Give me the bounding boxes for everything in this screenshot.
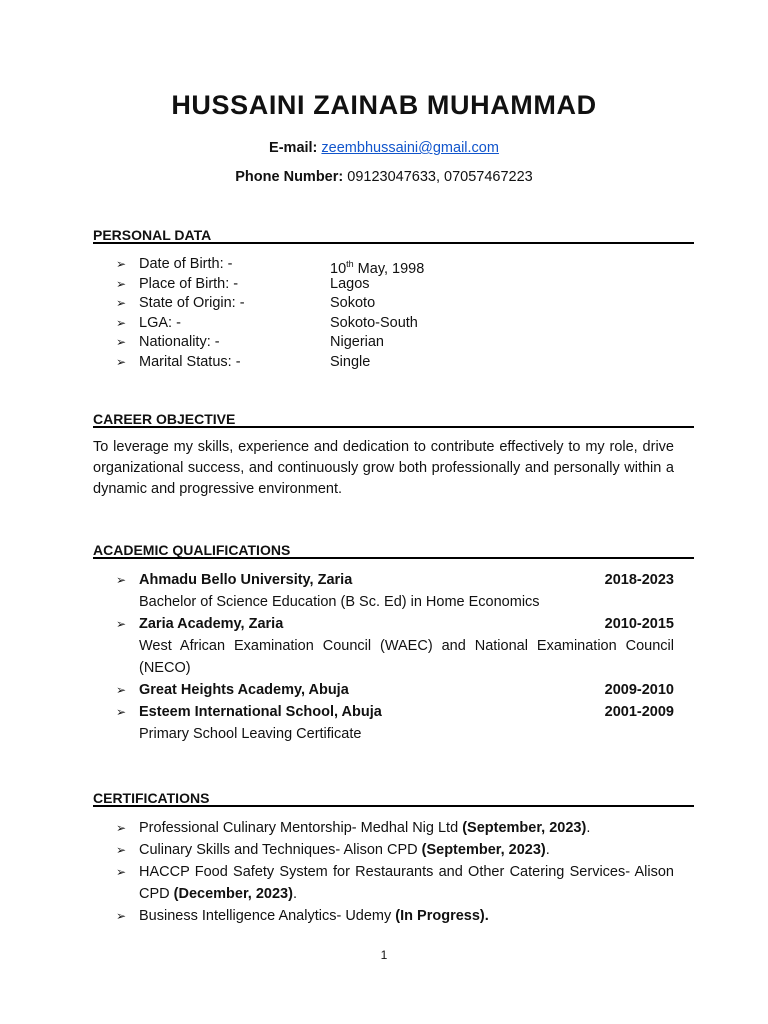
arrow-bullet-icon: ➢ <box>116 315 127 330</box>
arrow-bullet-icon: ➢ <box>116 865 127 879</box>
academic-list <box>116 569 674 745</box>
phone-value: 09123047633, 07057467223 <box>347 169 533 185</box>
date-of-birth-value: 10th May, 1998 <box>330 259 425 277</box>
section-divider <box>93 242 694 244</box>
section-title-academic: ACADEMIC QUALIFICATIONS <box>93 542 291 558</box>
arrow-bullet-icon: ➢ <box>116 843 127 857</box>
list-item: ➢ HACCP Food Safety System for Restaurants and Other Catering Services- Alison CPD (December, 2023). <box>116 861 674 905</box>
qualification-description: Bachelor of Science Education (B Sc. Ed) in Home Economics <box>139 594 540 610</box>
candidate-name: HUSSAINI ZAINAB MUHAMMAD <box>171 90 597 120</box>
section-divider <box>93 426 694 428</box>
section-divider <box>93 557 694 559</box>
list-item: ➢ Business Intelligence Analytics- Udemy (In Progress). <box>116 905 674 927</box>
list-item: ➢ Zaria Academy, Zaria 2010-2015 <box>116 613 674 635</box>
section-title-certifications: CERTIFICATIONS <box>93 790 210 806</box>
arrow-bullet-icon: ➢ <box>116 617 127 631</box>
career-objective-text: To leverage my skills, experience and dedication to contribute effectively to my role, drive organizational success, and continuously grow both professionally and personally within a dynamic and progressive environment. <box>93 439 674 497</box>
arrow-bullet-icon: ➢ <box>116 296 127 310</box>
list-item: ➢ Culinary Skills and Techniques- Alison CPD (September, 2023). <box>116 839 674 861</box>
email-label: E-mail: <box>269 140 318 156</box>
section-title-career-objective: CAREER OBJECTIVE <box>93 411 236 427</box>
arrow-bullet-icon: ➢ <box>116 821 127 835</box>
arrow-bullet-icon: ➢ <box>116 573 127 587</box>
arrow-bullet-icon: ➢ <box>116 257 127 271</box>
email-link[interactable]: zeembhussaini@gmail.com <box>321 140 499 156</box>
qualification-description: West African Examination Council (WAEC) and National Examination Council (NECO) <box>139 638 674 676</box>
arrow-bullet-icon: ➢ <box>116 909 127 923</box>
email-line <box>0 140 768 156</box>
page-number: 1 <box>380 948 388 962</box>
qualification-description: Primary School Leaving Certificate <box>139 726 362 742</box>
arrow-bullet-icon: ➢ <box>116 354 127 369</box>
arrow-bullet-icon: ➢ <box>116 683 127 697</box>
list-item: ➢ Great Heights Academy, Abuja 2009-2010 <box>116 679 674 701</box>
arrow-bullet-icon: ➢ <box>116 335 127 349</box>
section-divider <box>93 805 694 807</box>
list-item: ➢ Esteem International School, Abuja 2001-2009 <box>116 701 674 723</box>
arrow-bullet-icon: ➢ <box>116 276 127 291</box>
phone-label: Phone Number: <box>235 169 344 185</box>
certifications-list <box>116 817 674 927</box>
list-item: ➢ Ahmadu Bello University, Zaria 2018-2023 <box>116 569 674 591</box>
arrow-bullet-icon: ➢ <box>116 705 127 719</box>
resume-page: HUSSAINI ZAINAB MUHAMMAD E-mail: zeembhussaini@gmail.com Phone Number: 09123047633, 07057467223 PERSONAL DATA ➢ Date of Birth: - 10th May, 1998 ➢ Place of Birth: - Lagos ➢ State of Origin: - Sokoto ➢ LGA: - Sokoto-South ➢ Nationality: - Nigerian ➢ Marital Status: - Single CAREER OBJECTIVE To leverage my skills, experience and dedication to contribute effectively to my role, drive organizational success, and continuously grow both professionally and personally within a dynamic and progressive environment. ACADEMIC QUALIFICATIONS ➢ Ahmadu Bello University, Zaria 2018-2023 Bachelor of Science Education (B Sc. Ed) in Home Economics ➢ Zaria Academy, Zaria 2010-2015 West African Examination Council (WAEC) and National Examination Council (NECO) ➢ Great Heights Academy, Abuja 2009-2010 ➢ Esteem International School, Abuja 2001-2009 Primary School Leaving Certificate CERTIFICATIONS ➢ Professional Culinary Mentorship- Medhal Nig Ltd (September, 2023). ➢ Culinary Skills and Techniques- Alison CPD (September, 2023). ➢ HACCP Food Safety System for Restaurants and Other Catering Services- Alison CPD (December, 2023). ➢ Business Intelligence Analytics- Udemy (In Progress). 1 <box>0 0 768 1024</box>
phone-line <box>0 169 768 185</box>
section-title-personal-data: PERSONAL DATA <box>93 227 212 243</box>
list-item: ➢ Professional Culinary Mentorship- Medhal Nig Ltd (September, 2023). <box>116 817 674 839</box>
